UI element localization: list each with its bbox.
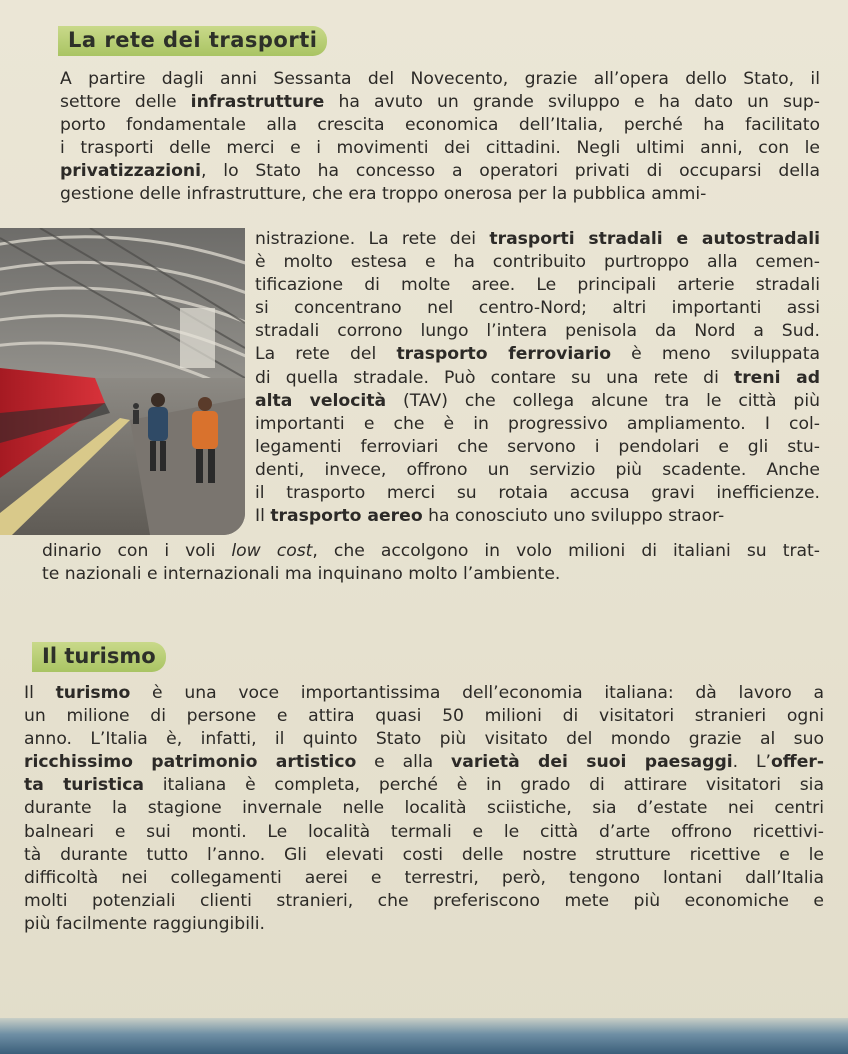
text-line: più facilmente raggiungibili. — [24, 913, 265, 934]
text-line: anno. L’Italia è, infatti, il quinto Stato più visitato del mondo grazie al suo — [24, 729, 824, 750]
section-title-transport: La rete dei trasporti — [58, 26, 327, 56]
text-line: settore delle infrastrutture ha avuto un grande sviluppo e ha dato un sup- — [60, 92, 820, 113]
paragraph-transport-intro — [60, 68, 820, 207]
text-line: legamenti ferroviari che servono i pendolari e gli stu- — [255, 436, 820, 457]
bold-term: ricchissimo patrimonio artistico — [24, 752, 357, 773]
text-line: balneari e sui monti. Le località termali e le città d’arte offrono ricettivi- — [24, 821, 824, 842]
section-title-tourism: Il turismo — [32, 642, 166, 672]
text-line: è molto estesa e ha contribuito purtroppo alla cemen- — [255, 252, 820, 273]
text-line: A partire dagli anni Sessanta del Novecento, grazie all’opera dello Stato, il — [60, 69, 820, 89]
text-line: gestione delle infrastrutture, che era troppo onerosa per la pubblica ammi- — [60, 184, 707, 205]
text-line: Il trasporto aereo ha conosciuto uno sviluppo straor- — [255, 506, 725, 527]
text-line: La rete del trasporto ferroviario è meno sviluppata — [255, 344, 820, 365]
paragraph-tourism — [24, 682, 824, 936]
bold-term: trasporto aereo — [270, 506, 423, 527]
text-line: si concentrano nel centro-Nord; altri importanti assi — [255, 298, 820, 319]
bold-term: trasporti stradali e autostradali — [489, 229, 820, 249]
paragraph-transport-roads-rail — [255, 228, 820, 528]
text-line: un milione di persone e attira quasi 50 milioni di visitatori stranieri ogni — [24, 706, 824, 727]
bold-term: alta velocità — [255, 390, 387, 411]
bold-term: offer- — [771, 752, 824, 773]
bold-term: trasporto ferroviario — [396, 344, 612, 365]
text-line: difficoltà nei collegamenti aerei e terrestri, però, tengono lontani dall’Italia — [24, 867, 824, 888]
bold-term: infrastrutture — [190, 92, 325, 113]
text-line: tà durante tutto l’anno. Gli elevati costi delle nostre strutture ricettive e le — [24, 844, 824, 865]
bold-term: varietà dei suoi paesaggi — [451, 752, 733, 773]
text-line: privatizzazioni, lo Stato ha concesso a operatori privati di occuparsi della — [60, 161, 820, 182]
text-line: dinario con i voli low cost, che accolgono in volo milioni di italiani su trat- — [42, 541, 820, 561]
bold-term: privatizzazioni — [60, 161, 202, 182]
bold-term: ta turistica — [24, 775, 145, 796]
paragraph-transport-air — [42, 540, 820, 586]
text-line: stradali corrono lungo l’intera penisola da Nord a Sud. — [255, 321, 820, 342]
text-line: molti potenziali clienti stranieri, che preferiscono mete più economiche e — [24, 890, 824, 911]
text-line: i trasporti delle merci e i movimenti dei cittadini. Negli ultimi anni, con le — [60, 138, 820, 159]
bold-term: turismo — [55, 683, 131, 703]
text-line: alta velocità (TAV) che collega alcune tra le città più — [255, 390, 820, 411]
text-line: Il turismo è una voce importantissima dell’economia italiana: dà lavoro a — [24, 683, 824, 703]
text-line: ta turistica italiana è completa, perché è in grado di attirare visitatori sia — [24, 775, 824, 796]
text-line: porto fondamentale alla crescita economica dell’Italia, perché ha facilitato — [60, 115, 820, 136]
text-line: ricchissimo patrimonio artistico e alla varietà dei suoi paesaggi. L’offer- — [24, 752, 824, 773]
text-line: denti, invece, offrono un servizio più scadente. Anche — [255, 459, 820, 480]
text-line: nistrazione. La rete dei trasporti stradali e autostradali — [255, 229, 820, 249]
text-line: di quella stradale. Può contare su una rete di treni ad — [255, 367, 820, 388]
train-station-image — [0, 228, 245, 535]
text-line: importanti e che è in progressivo ampliamento. I col- — [255, 413, 820, 434]
text-line: te nazionali e internazionali ma inquinano molto l’ambiente. — [42, 564, 561, 585]
text-line: tificazione di molte aree. Le principali arterie stradali — [255, 275, 820, 296]
text-line: durante la stagione invernale nelle località sciistiche, sia d’estate nei centri — [24, 798, 824, 819]
bottom-photo-strip — [0, 1018, 848, 1054]
bold-term: treni ad — [733, 367, 820, 388]
text-line: il trasporto merci su rotaia accusa gravi inefficienze. — [255, 483, 820, 504]
italic-term: low cost — [231, 541, 313, 561]
train-station-photo — [0, 228, 245, 535]
